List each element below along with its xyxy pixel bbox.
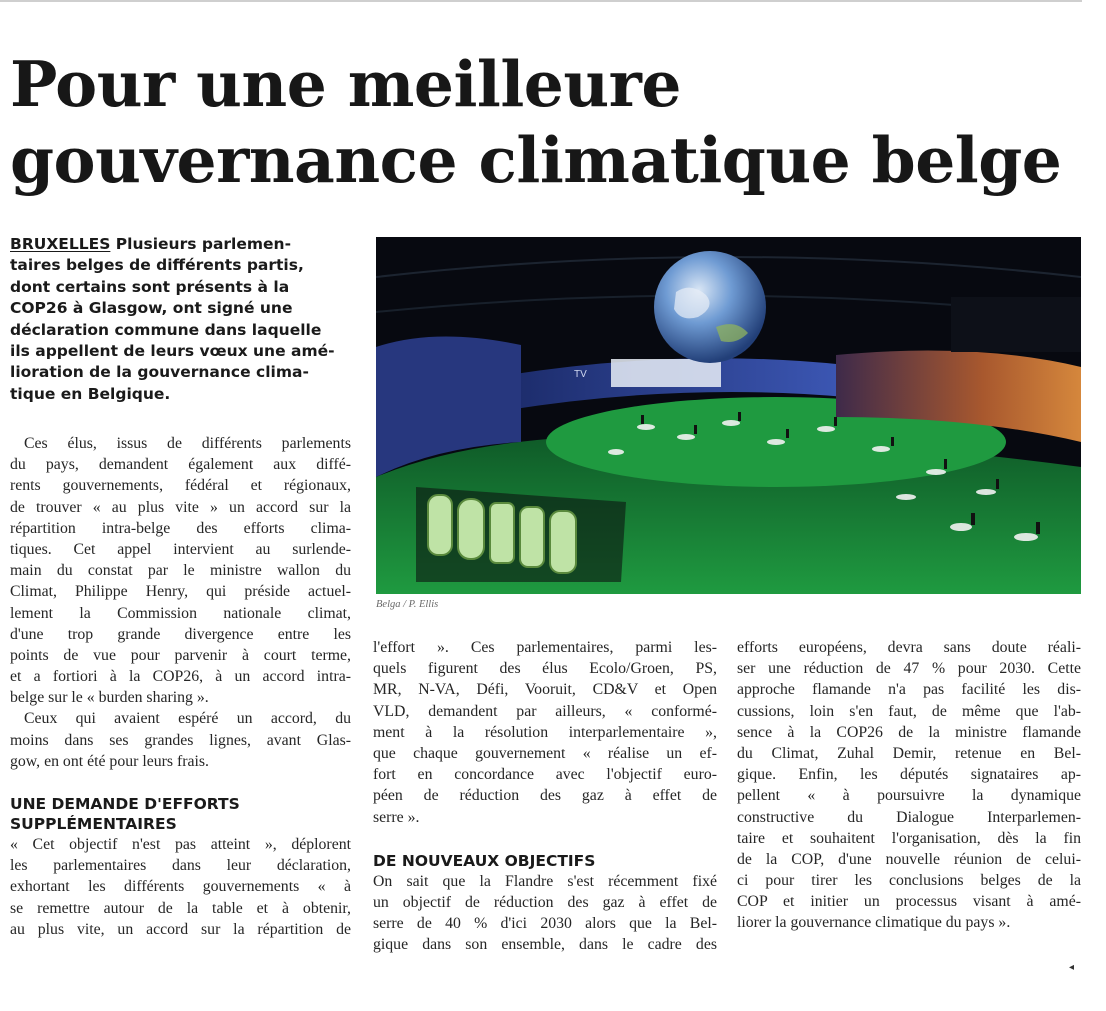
body-column-3 bbox=[737, 637, 1081, 934]
body-line: Ceux qui avaient espéré un accord, du bbox=[24, 710, 351, 728]
end-of-article-icon: ◂ bbox=[1069, 962, 1075, 973]
body-line: tiques. Cet appel intervient au surlende- bbox=[10, 540, 351, 558]
top-rule bbox=[0, 0, 1082, 2]
body-line: un objectif de réduction des gaz à effet de bbox=[373, 893, 717, 911]
stage-screen bbox=[611, 359, 721, 387]
paragraph-gap bbox=[373, 828, 717, 851]
body-line: que chaque gouvernement « réalise un ef- bbox=[373, 744, 717, 762]
body-line: moins dans ses grandes lignes, avant Glas- bbox=[10, 731, 351, 749]
body-line: de trouver « au plus vite » un accord sur la bbox=[10, 498, 351, 516]
globe-installation bbox=[654, 251, 766, 363]
body-line: « Cet objectif n'est pas atteint », déplorent bbox=[10, 836, 351, 853]
body-line: ci pour tirer les conclusions belges de la bbox=[737, 872, 1081, 890]
article-lead bbox=[10, 234, 350, 405]
body-line: péen de réduction des gaz à effet de bbox=[373, 787, 717, 805]
body-line: et a fortiori à la COP26, à un accord intra- bbox=[10, 668, 351, 686]
body-line: COP et initier un processus visant à amé- bbox=[737, 893, 1081, 911]
lead-line-1 bbox=[10, 234, 350, 255]
article-photo bbox=[376, 237, 1081, 594]
body-line: d'une trop grande divergence entre les bbox=[10, 625, 351, 643]
body-line: pellent « à poursuivre la dynamique bbox=[737, 787, 1081, 805]
lead-line: dont certains sont présents à la bbox=[10, 277, 290, 296]
body-line: VLD, demandent par ailleurs, « conformé- bbox=[373, 702, 717, 720]
body-line: liorer la gouvernance climatique du pays ». bbox=[737, 914, 1011, 932]
lead-line: tique en Belgique. bbox=[10, 384, 171, 403]
body-line: ser une réduction de 47 % pour 2030. Cette bbox=[737, 660, 1081, 678]
body-line: lement la Commission nationale climat, bbox=[10, 604, 351, 622]
body-line: exhortant les différents gouvernements « à bbox=[10, 878, 351, 896]
body-line: l'effort ». Ces parlementaires, parmi les- bbox=[373, 639, 717, 656]
body-line: du pays, demandent également aux diffé- bbox=[10, 456, 351, 474]
dark-right-structure bbox=[951, 297, 1081, 352]
body-line: main du constat par le ministre wallon du bbox=[10, 562, 351, 580]
body-line: sence à la COP26 de la ministre flamande bbox=[737, 723, 1081, 741]
lead-line: taires belges de différents partis, bbox=[10, 256, 304, 275]
body-line: points de vue pour parvenir à court terme, bbox=[10, 646, 351, 664]
body-line: On sait que la Flandre s'est récemment fixé bbox=[373, 872, 717, 890]
body-line: ment à la résolution interparlementaire », bbox=[373, 723, 717, 741]
body-line: au plus vite, un accord sur la répartition de bbox=[10, 920, 351, 938]
body-line: répartition intra-belge des efforts clima- bbox=[10, 519, 351, 537]
body-line: fort en concordance avec l'objectif euro- bbox=[373, 766, 717, 784]
subhead-efforts-2: SUPPLÉMENTAIRES bbox=[10, 815, 177, 833]
photo-credit: Belga / P. Ellis bbox=[376, 599, 439, 610]
cop26-hall-illustration bbox=[376, 237, 1081, 594]
dateline: BRUXELLES bbox=[10, 235, 111, 253]
article-headline bbox=[10, 46, 1095, 198]
body-line: efforts européens, devra sans doute réali- bbox=[737, 639, 1081, 656]
body-line: cussions, loin s'en faut, de même que l'ab- bbox=[737, 702, 1081, 720]
body-column-2 bbox=[373, 637, 717, 955]
body-line: belge sur le « burden sharing ». bbox=[10, 689, 209, 707]
body-line: serre de 40 % d'ici 2030 alors que la Bel- bbox=[373, 915, 717, 933]
body-line: de la COP, d'une nouvelle réunion de celui- bbox=[737, 850, 1081, 868]
lead-line: lioration de la gouvernance clima- bbox=[10, 363, 309, 382]
body-line: constructive du Dialogue Interparlemen- bbox=[737, 808, 1081, 826]
body-line: taire et souhaitent l'organisation, dès la fin bbox=[737, 829, 1081, 847]
headline-line-2: gouvernance climatique belge bbox=[10, 123, 1062, 197]
body-line: les parlementaires dans leur déclaration, bbox=[10, 857, 351, 875]
body-line: se remettre autour de la table et à obtenir, bbox=[10, 899, 351, 917]
headline-line-1: Pour une meilleure bbox=[10, 47, 681, 121]
body-line: gique. Enfin, les députés signataires ap- bbox=[737, 766, 1081, 784]
body-line: gow, en ont été pour leurs frais. bbox=[10, 752, 210, 770]
body-line: rents gouvernements, fédéral et régionaux, bbox=[10, 477, 351, 495]
body-line: Climat, Philippe Henry, qui préside actuel- bbox=[10, 583, 351, 601]
body-line: du Climat, Zuhal Demir, retenue en Bel- bbox=[737, 744, 1081, 762]
lead-line-1-text: Plusieurs parlemen- bbox=[110, 235, 292, 253]
subhead-objectifs: DE NOUVEAUX OBJECTIFS bbox=[373, 851, 596, 870]
lead-line: déclaration commune dans laquelle bbox=[10, 320, 322, 339]
body-line: Ces élus, issus de différents parlements bbox=[24, 435, 351, 452]
body-line: MR, N-VA, Défi, Vooruit, CD&V et Open bbox=[373, 681, 717, 699]
tv-sign: TV bbox=[574, 369, 587, 380]
body-line: approche flamande n'a pas facilité les dis- bbox=[737, 681, 1081, 699]
body-line: quels figurent des élus Ecolo/Groen, PS, bbox=[373, 660, 717, 678]
lead-line: ils appellent de leurs vœux une amé- bbox=[10, 342, 335, 361]
subhead-efforts-1: UNE DEMANDE D'EFFORTS bbox=[10, 795, 240, 813]
lead-line: COP26 à Glasgow, ont signé une bbox=[10, 299, 293, 318]
paragraph-gap bbox=[10, 772, 351, 794]
body-line: serre ». bbox=[373, 808, 420, 826]
body-column-1 bbox=[10, 433, 351, 940]
body-line: gique dans son ensemble, dans le cadre des bbox=[373, 936, 717, 954]
